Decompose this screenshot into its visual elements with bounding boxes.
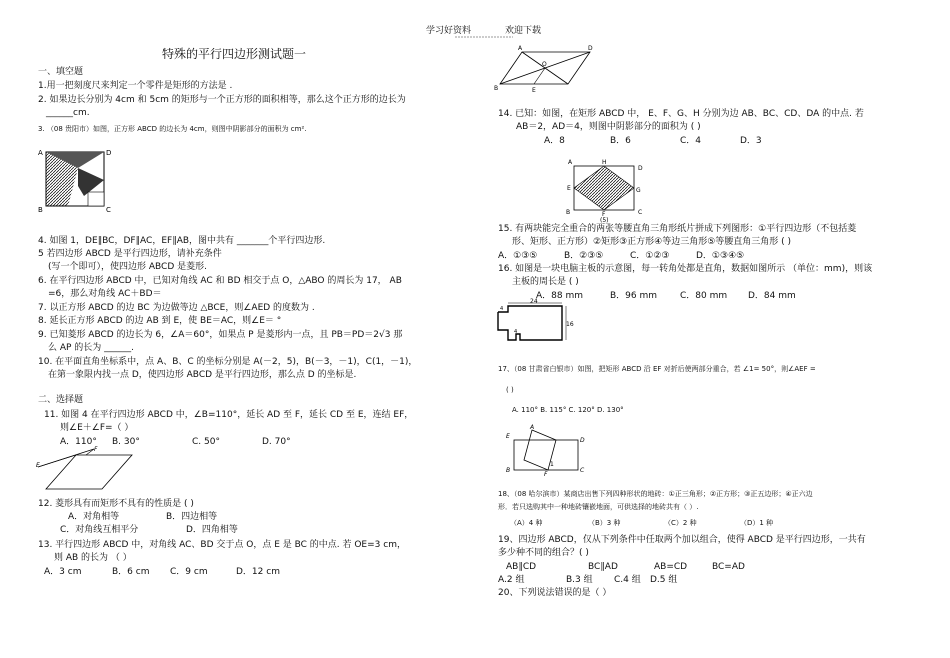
- q15-option-d: D．①③④⑤: [696, 251, 745, 261]
- q17-label-f: F: [544, 471, 548, 478]
- q17-label-1: 1: [550, 461, 554, 468]
- q13-option-d: D．12 cm: [236, 567, 280, 577]
- question-2: 2. 如果边长分别为 4cm 和 5cm 的矩形与一个正方形的面积相等，那么这个正方形的边长为: [38, 95, 406, 105]
- question-13: 13. 平行四边形 ABCD 中，对角线 AC、BD 交于点 O，点 E 是 BC 的中点. 若 OE=3 cm，: [38, 540, 406, 550]
- question-20: 20、下列说法错误的是（ ）: [498, 588, 612, 598]
- question-12: 12. 菱形具有而矩形不具有的性质是 ( ): [38, 499, 194, 509]
- top-label-b: B: [494, 85, 499, 92]
- q19-condition-2: BC∥AD: [588, 562, 618, 572]
- q11-option-a: A．110°: [60, 437, 97, 447]
- question-19: 19、四边形 ABCD，仅从下列条件中任取两个加以组合，使得 ABCD 是平行四边形，一共有: [498, 535, 866, 545]
- question-5: 5 若四边形 ABCD 是平行四边形，请补充条件: [38, 249, 222, 259]
- q12-option-c: C．对角线互相平分: [60, 525, 139, 535]
- q14-label-d: D: [638, 165, 643, 172]
- page-title: 特殊的平行四边形测试题一: [162, 47, 307, 61]
- q17-label-e: E: [506, 433, 510, 440]
- question-13-cont: 则 AB 的长为 （ ）: [54, 553, 132, 563]
- q11-option-c: C. 50°: [192, 437, 220, 447]
- q14-caption: (5): [600, 217, 609, 224]
- q14-option-a: A．8: [544, 136, 565, 146]
- question-14: 14. 已知：如图，在矩形 ABCD 中， E、F、G、H 分别为边 AB、BC、CD、DA 的中点. 若: [498, 109, 864, 119]
- question-10-cont: 在第一象限内找一点 D，使四边形 ABCD 是平行四边形，那么点 D 的坐标是.: [48, 370, 357, 380]
- header-left: 学习好资料: [426, 26, 472, 36]
- question-11: 11. 如图 4 在平行四边形 ABCD 中，∠B=110°，延长 AD 至 F，延长 CD 至 E，连结 EF，: [44, 410, 414, 420]
- q14-option-c: C．4: [680, 136, 702, 146]
- header-right: 欢迎下载: [505, 26, 542, 36]
- q13-option-a: A．3 cm: [44, 567, 82, 577]
- question-4: 4. 如图 1，DE∥BC，DF∥AC，EF∥AB，图中共有 _______个平行四边形.: [38, 236, 326, 246]
- question-6: 6. 在平行四边形 ABCD 中，已知对角线 AC 和 BD 相交于点 O，△ABO 的周长为 17， AB: [38, 276, 402, 286]
- svg-text:F: F: [94, 446, 98, 453]
- question-9: 9. 已知菱形 ABCD 的边长为 6，∠A＝60°，如果点 P 是菱形内一点，且 PB＝PD＝2√3 那: [38, 330, 403, 340]
- q14-label-f: F: [602, 211, 606, 218]
- q14-option-b: B．6: [610, 136, 631, 146]
- q14-figure: [562, 156, 652, 222]
- q13-figure: [494, 40, 594, 96]
- question-11-cont: 则∠E＋∠F=（ ）: [60, 423, 134, 433]
- question-18-cont: 形．若只选购其中一种地砖镶嵌地面，可供选择的地砖共有（ ）.: [498, 503, 699, 511]
- q16-option-b: B．96 mm: [610, 291, 658, 301]
- q12-option-d: D．四角相等: [186, 525, 238, 535]
- q16-option-c: C．80 mm: [680, 291, 728, 301]
- q19-option-a: A.2 组: [498, 575, 525, 585]
- q12-option-b: B．四边相等: [166, 512, 218, 522]
- svg-text:E: E: [36, 462, 40, 469]
- q16-label-16: 16: [566, 321, 574, 328]
- q19-option-d: D.5 组: [650, 575, 678, 585]
- question-10: 10. 在平面直角坐标系中，点 A、B、C 的坐标分别是 A(－2，5)，B(－3，－1)，C(1，－1)，: [38, 357, 418, 367]
- header-underline: [455, 36, 515, 38]
- q18-option-c: （C）2 种: [664, 519, 697, 527]
- question-6-cont: =6，那么对角线 AC＋BD＝: [48, 289, 162, 299]
- q15-option-a: A．①③⑤: [498, 251, 538, 261]
- q3-label-a: A: [38, 149, 43, 157]
- q17-label-b: B: [506, 467, 511, 474]
- q16-label-4b: 4: [514, 329, 518, 335]
- q15-option-c: C．①②③: [630, 251, 670, 261]
- question-9-cont: 么 AP 的长为 ______.: [48, 343, 135, 353]
- question-18: 18、（08 哈尔滨市）某商店出售下列四种形状的地砖：①正三角形；②正方形；③正五边形；④正六边: [498, 490, 813, 498]
- q19-condition-1: AB∥CD: [506, 562, 537, 572]
- top-label-o: O: [542, 61, 547, 68]
- top-label-a: A: [518, 45, 523, 52]
- q17-figure: [504, 422, 588, 476]
- question-2-blank: ______cm.: [46, 108, 90, 118]
- q14-label-g: G: [636, 187, 641, 194]
- q3-label-c: C: [106, 206, 111, 214]
- question-16: 16. 如图是一块电脑主板的示意图，每一转角处都是直角，数据如图所示 （单位：mm)，则该: [498, 264, 873, 274]
- question-17-cont: ( ): [506, 386, 514, 394]
- q3-label-b: B: [38, 206, 43, 214]
- q11-figure: [36, 447, 136, 495]
- q15-option-b: B．②③⑤: [564, 251, 604, 261]
- question-3: 3. （08 贵阳市）如图，正方形 ABCD 的边长为 4cm，则图中阴影部分的面积为 cm².: [38, 125, 307, 133]
- section-choice: 二、选择题: [38, 395, 84, 405]
- q14-label-h: H: [602, 159, 607, 166]
- question-17: 17、（08 甘肃省白银市）如图，把矩形 ABCD 沿 EF 对折后使两部分重合，若 ∠1= 50°，则∠AEF =: [498, 365, 816, 373]
- q17-label-a: A: [530, 424, 535, 431]
- q17-label-c: C: [580, 467, 585, 474]
- q18-option-d: （D）1 种: [740, 519, 774, 527]
- section-fill-blank: 一、填空题: [38, 67, 84, 77]
- q14-label-e: E: [567, 185, 571, 192]
- question-8: 8. 延长正方形 ABCD 的边 AB 到 E，使 BE＝AC，则∠E＝ °: [38, 316, 282, 326]
- q13-option-b: B．6 cm: [112, 567, 150, 577]
- q3-label-d: D: [106, 149, 112, 157]
- q14-label-a: A: [568, 159, 573, 166]
- q16-option-d: D．84 mm: [748, 291, 796, 301]
- q13-option-c: C．9 cm: [170, 567, 208, 577]
- q18-option-a: （A）4 种: [510, 519, 543, 527]
- q12-option-a: A．对角相等: [68, 512, 120, 522]
- question-7: 7. 以正方形 ABCD 的边 BC 为边做等边 △BCE，则∠AED 的度数为 .: [38, 303, 315, 313]
- q19-option-b: B.3 组: [566, 575, 593, 585]
- q17-options: A. 110° B. 115° C. 120° D. 130°: [512, 406, 624, 414]
- q19-condition-4: BC=AD: [712, 562, 745, 572]
- question-15-cont: 形、矩形、正方形）②矩形③正方形④等边三角形⑤等腰直角三角形 ( ): [512, 237, 792, 247]
- q14-label-b: B: [566, 209, 571, 216]
- q11-option-b: B. 30°: [112, 437, 140, 447]
- question-14-cont: AB＝2，AD＝4，则图中阴影部分的面积为 ( ): [516, 122, 701, 132]
- q19-option-c: C.4 组: [614, 575, 641, 585]
- question-16-cont: 主板的周长是 ( ): [512, 277, 579, 287]
- q16-label-4a: 4: [500, 306, 504, 312]
- q3-figure: [38, 146, 118, 218]
- top-label-d: D: [588, 45, 593, 52]
- q16-figure: [494, 300, 584, 348]
- question-19-cont: 多少种不同的组合？( ): [498, 548, 589, 558]
- question-15: 15. 有两块能完全重合的两张等腰直角三角形纸片拼成下列图形：①平行四边形（不包括菱: [498, 224, 857, 234]
- q18-option-b: （B）3 种: [588, 519, 621, 527]
- q16-option-a: A．88 mm: [536, 291, 584, 301]
- q17-label-d: D: [580, 437, 585, 444]
- q11-option-d: D. 70°: [262, 437, 291, 447]
- q16-label-24: 24: [530, 298, 538, 305]
- top-label-e: E: [532, 87, 536, 94]
- q19-condition-3: AB=CD: [654, 562, 688, 572]
- q14-option-d: D．3: [740, 136, 762, 146]
- question-1: 1.用一把刻度尺来判定一个零件是矩形的方法是 .: [38, 81, 233, 91]
- question-5-cont: (写一个即可），使四边形 ABCD 是菱形.: [48, 262, 207, 272]
- q14-label-c: C: [638, 209, 643, 216]
